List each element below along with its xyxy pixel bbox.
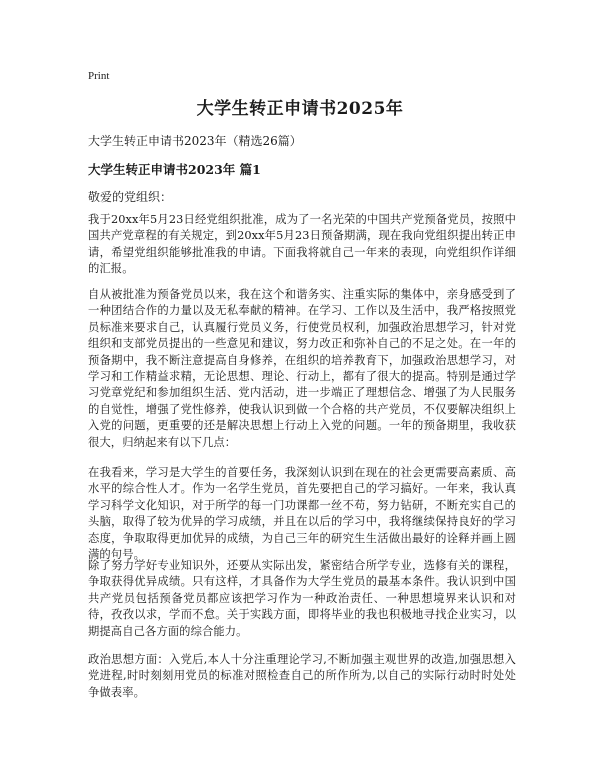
document-title: 大学生转正申请书2025年 — [196, 99, 404, 119]
document-subtitle: 大学生转正申请书2023年（精选26篇） — [88, 134, 302, 148]
paragraph-political: 政治思想方面：入党后,本人十分注重理论学习,不断加强主观世界的改造,加强思想入党进程,时时刻刻用党员的标准对照检查自己的所作所为,以自己的实际行动时时处处争做表率。 — [88, 653, 516, 699]
paragraph-practice: 除了努力学好专业知识外，还要从实际出发，紧密结合所学专业，选修有关的课程，争取获得优异成绩。只有这样，才具备作为大学生党员的最基本条件。我认识到中国共产党员包括预备党员都应该把学习作为一种政治责任、一种思想境界来认识和对待，孜孜以求，学而不怠。关于实践方面，即将毕业的我也积极地寻找企业实习，以期提高自己各方面的综合能力。 — [88, 559, 516, 638]
paragraph-overview: 自从被批准为预备党员以来，我在这个和谐务实、注重实际的集体中，亲身感受到了一种团结合作的力量以及无私奉献的精神。在学习、工作以及生活中，我严格按照党员标准来要求自己，认真履行党员义务，行使党员权利，加强政治思想学习，针对党组织和支部党员提出的一些意见和建议，努力改正和弥补自己的不足之处。在一年的预备期中，我不断注意提高自身修养，在组织的培养教育下，加强政治思想学习，对学习和工作精益求精，无论思想、理论、行动上，都有了很大的提高。特别是通过学习党章党纪和参加组织生活、党内活动，进一步端正了理想信念、增强了为人民服务的自觉性，增强了党性修养，使我认识到做一个合格的共产党员，不仅要解决组织上入党的问题，更重要的还是解决思想上行动上入党的问题。一年的预备期里，我收获很大，归纳起来有以下几点： — [88, 288, 516, 449]
section-heading: 大学生转正申请书2023年 篇1 — [88, 162, 261, 177]
paragraph-intro: 我于20xx年5月23日经党组织批准，成为了一名光荣的中国共产党预备党员，按照中国共产党章程的有关规定，到20xx年5月23日预备期满，现在我向党组织提出转正申请，希望党组织能够批准我的申请。下面我将就自己一年来的表现，向党组织作详细的汇报。 — [88, 213, 516, 276]
paragraph-study: 在我看来，学习是大学生的首要任务，我深刻认识到在现在的社会更需要高素质、高水平的综合性人才。作为一名学生党员，首先要把自己的学习搞好。一年来，我认真学习科学文化知识，对于所学的每一门功课都一丝不苟，努力钻研，不断充实自己的头脑，取得了较为优异的学习成绩，并且在以后的学习中，我将继续保持良好的学习态度，争取取得更加优异的成绩，为自己三年的研究生生活做出最好的诠释并画上圆满的句号。 — [88, 466, 516, 562]
salutation: 敬爱的党组织： — [88, 190, 173, 204]
print-link[interactable]: Print — [88, 70, 110, 82]
